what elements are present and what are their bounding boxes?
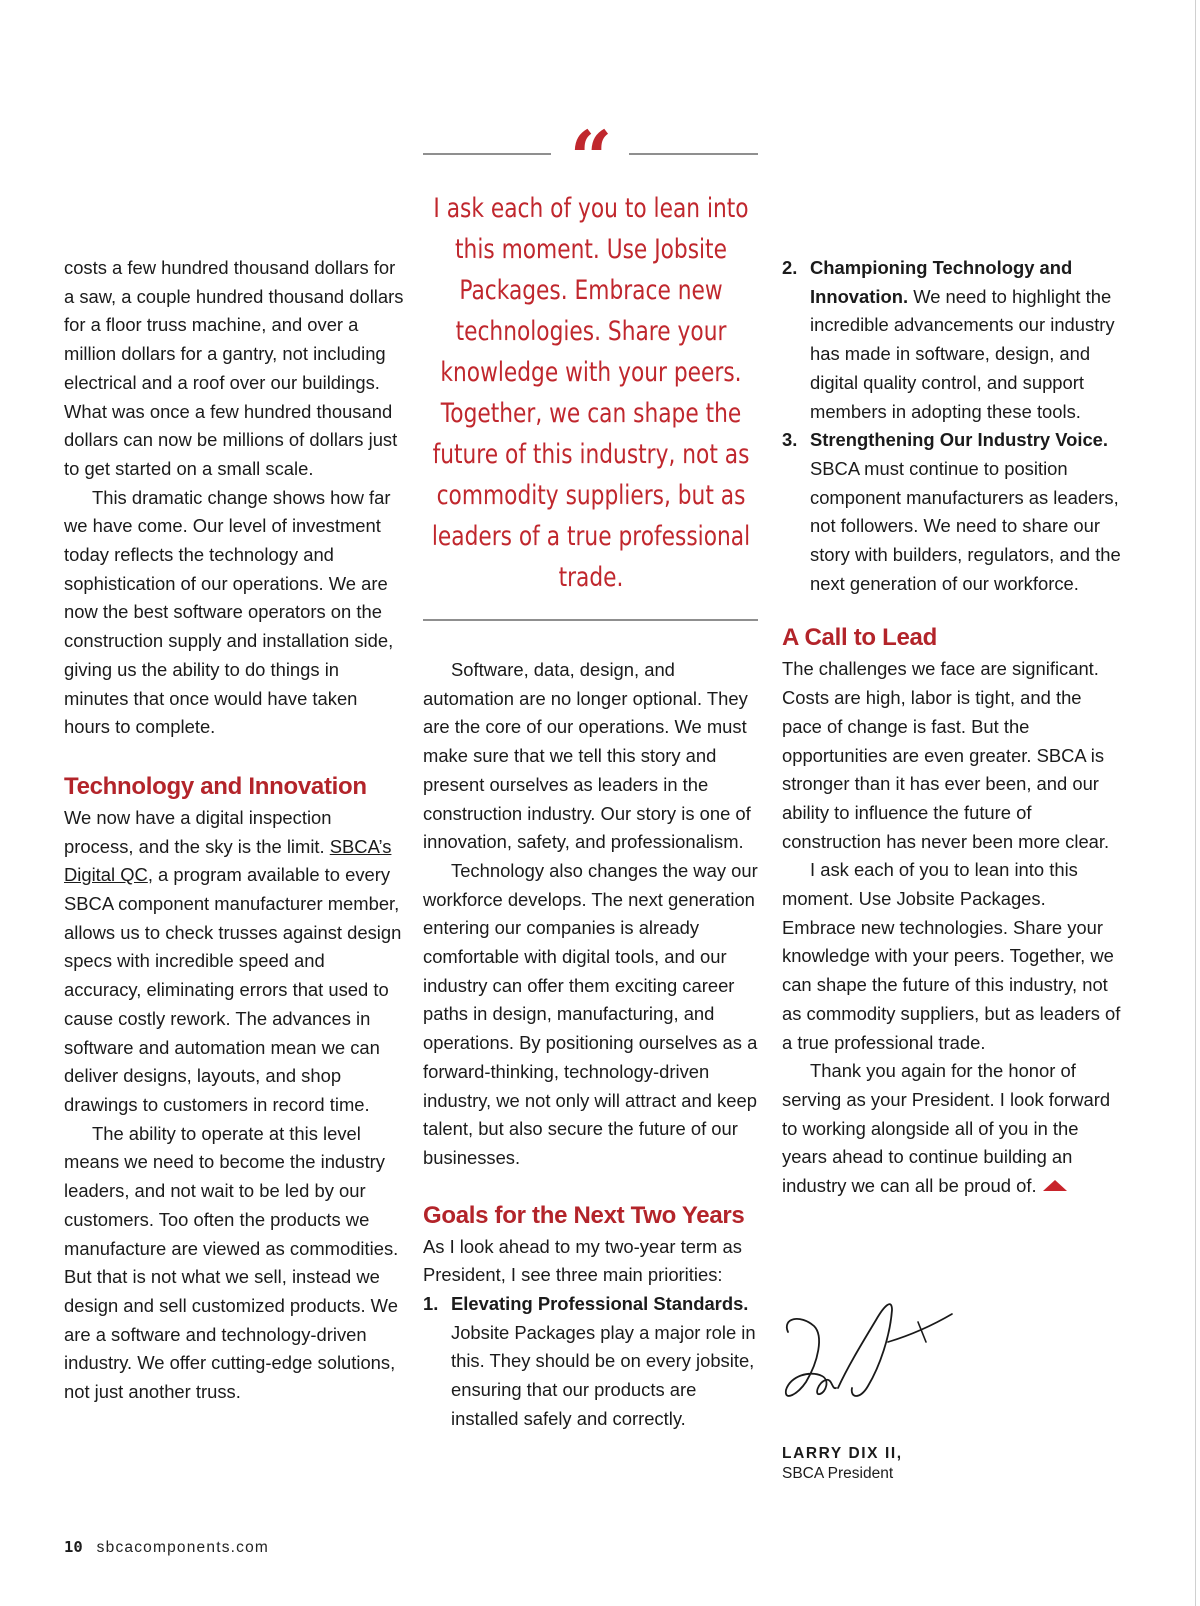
body-paragraph: The challenges we face are significant. Costs are high, labor is tight, and the pace of change is fast. But the opportunities are even greater. SBCA is stronger than it has ever been, and our ability to influence the future of construction has never been more clear. <box>782 658 1110 852</box>
list-number: 1. <box>423 1293 439 1315</box>
body-paragraph: I ask each of you to lean into this moment. Use Jobsite Packages. Embrace new technologies. Share your knowledge with your peers. Together, we can shape the future of this industry, not as commodity suppliers, but as leaders of a true professional trade. <box>782 859 1121 1053</box>
body-paragraph: costs a few hundred thousand dollars for a saw, a couple hundred thousand dollars for a floor truss machine, and over a million dollars for a gantry, not including electrical and a roof over our buildings. What was once a few hundred thousand dollars can now be millions of dollars just to get started on a small scale. <box>64 257 404 479</box>
column-left <box>64 254 404 1407</box>
priority-item-2 <box>782 254 1122 426</box>
body-paragraph: Technology also changes the way our workforce develops. The next generation entering our companies is already comfortable with digital tools, and our industry can offer them exciting career paths in design, manufacturing, and operations. By positioning ourselves as a forward-thinking, technology-driven industry, we not only will attract and keep talent, but also secure the future of our businesses. <box>423 859 758 1168</box>
pull-quote-rule-bottom <box>423 619 758 621</box>
priority-title: Elevating Professional Standards. <box>451 1293 749 1315</box>
priority-body: SBCA must continue to position component manufacturers as leaders, not followers. We need to share our story with builders, regulators, and the next generation of our workforce. <box>810 457 1121 594</box>
section-heading-call-to-lead: A Call to Lead <box>782 624 937 652</box>
body-paragraph: This dramatic change shows how far we have come. Our level of investment today reflects the technology and sophistication of our operations. We are now the best software operators on the construction supply and installation side, giving us the ability to do things in minutes that once would have taken hours to complete. <box>64 486 394 738</box>
page-number: 10 <box>64 1538 83 1556</box>
column-middle <box>423 656 763 1434</box>
priority-list-continued <box>782 254 1122 598</box>
signature-image <box>780 1296 960 1412</box>
section-heading-technology: Technology and Innovation <box>64 772 367 800</box>
page-footer <box>64 1537 269 1558</box>
priority-title: Championing Technology and Innovation. <box>810 257 1073 307</box>
column-right <box>782 254 1122 1201</box>
body-paragraph: As I look ahead to my two-year term as President, I see three main priorities: <box>423 1235 742 1286</box>
priority-body: Jobsite Packages play a major role in this. They should be on every jobsite, ensuring that our products are installed safely and correctly. <box>451 1321 756 1429</box>
priority-body: We need to highlight the incredible advancements our industry has made in software, design, and digital quality control, and support members in adopting these tools. <box>810 285 1115 422</box>
body-paragraph: Software, data, design, and automation are no longer optional. They are the core of our operations. We must make sure that we tell this story and present ourselves as leaders in the construction industry. Our story is one of innovation, safety, and professionalism. <box>423 659 751 853</box>
pull-quote-rule-left <box>423 153 551 155</box>
end-mark-triangle-icon <box>1043 1180 1067 1191</box>
list-number: 2. <box>782 257 798 278</box>
signer-title: SBCA President <box>782 1465 894 1482</box>
website-url[interactable]: sbcacomponents.com <box>96 1539 270 1556</box>
priority-list <box>423 1290 763 1434</box>
body-text: We now have a digital inspection process, and the sky is the limit. <box>64 806 332 857</box>
signer-block <box>782 1444 903 1484</box>
signer-name: LARRY DIX II, <box>782 1445 903 1462</box>
body-paragraph <box>64 804 404 1120</box>
body-paragraph <box>782 1057 1122 1201</box>
pull-quote <box>423 116 758 598</box>
quote-mark-icon: “ <box>569 116 613 202</box>
pull-quote-header <box>423 116 758 202</box>
list-number: 3. <box>782 429 798 451</box>
priority-title: Strengthening Our Industry Voice. <box>810 429 1109 451</box>
page-edge-rule <box>1195 0 1196 1606</box>
digital-qc-link[interactable]: SBCA’s Digital QC <box>64 835 392 886</box>
body-paragraph: The ability to operate at this level means we need to become the industry leaders, and not wait to be led by our customers. Too often the products we manufacture are viewed as commodities. But that is not what we sell, instead we design and sell customized products. We are a software and technology-driven industry. We offer cutting-edge solutions, not just another truss. <box>64 1122 399 1403</box>
priority-item-1 <box>423 1290 763 1434</box>
body-text: , a program available to every SBCA component manufacturer member, allows us to check trusses against design specs with incredible speed and accuracy, eliminating errors that used to cause costly rework. The advances in software and automation mean we can deliver designs, layouts, and shop drawings to customers in record time. <box>64 864 402 1115</box>
pull-quote-rule-right <box>629 153 758 155</box>
body-text: Thank you again for the honor of serving as your President. I look forward to working alongside all of you in the years ahead to continue building an industry we can all be proud of. <box>782 1060 1111 1197</box>
priority-item-3 <box>782 426 1122 598</box>
pull-quote-text: I ask each of you to lean into this moment. Use Jobsite Packages. Embrace new technologies. Share your knowledge with your peers. Together, we can shape the future of this industry, not as commodity suppliers, but as leaders of a true professional trade. <box>431 193 751 593</box>
section-heading-goals: Goals for the Next Two Years <box>423 1201 745 1229</box>
